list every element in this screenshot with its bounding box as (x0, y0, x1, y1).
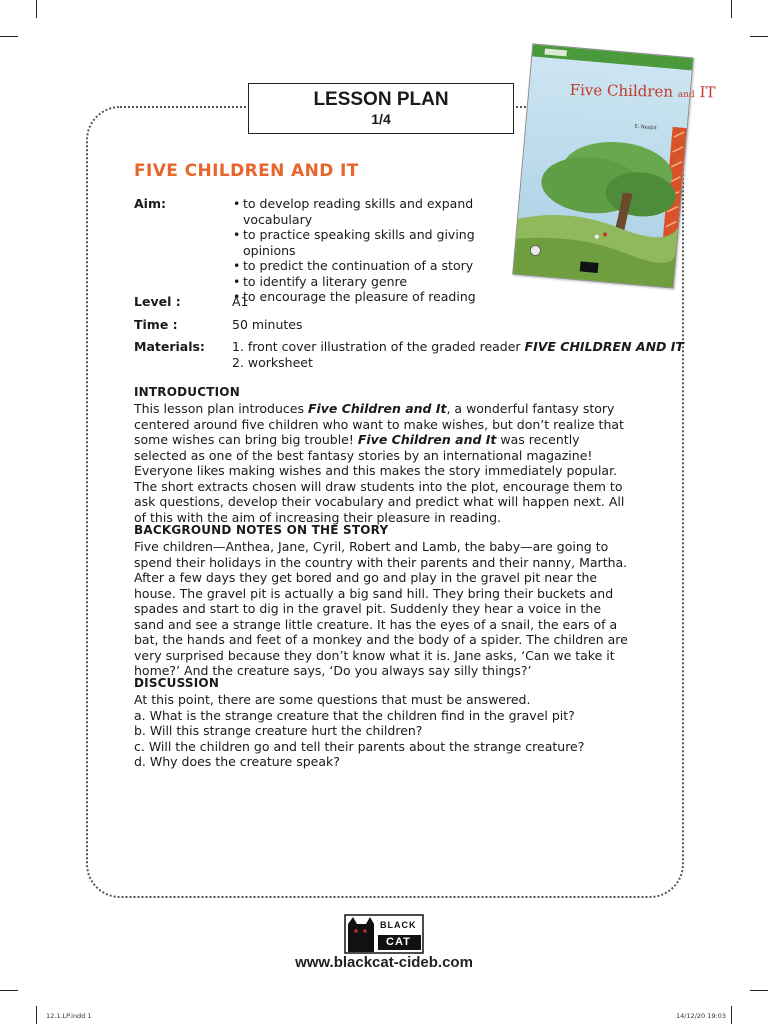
aim-item: • to predict the continuation of a story (232, 258, 522, 274)
book-title: FIVE CHILDREN AND IT (134, 161, 359, 181)
crop-mark (731, 0, 732, 18)
logo-text-cat: CAT (386, 936, 411, 948)
crop-mark (36, 0, 37, 18)
crop-mark (36, 1006, 37, 1024)
introduction-paragraph: This lesson plan introduces Five Children and It, a wonderful fantasy story centered around five children who want to make wishes, but don’t realize that some wishes can bring big trouble! Five Children and It was recently selected as one of the best fantasy stories by an international magazine! Everyone likes making wishes and this makes the story immediately popular. The short extracts chosen will draw students into the plot, encourage them to ask questions, develop their vocabulary and predict what will happen next. All of this with the aim of increasing their pleasure in reading. (134, 401, 625, 525)
lesson-plan-header (248, 83, 514, 134)
lesson-plan-title: LESSON PLAN (313, 89, 449, 110)
file-slug: 12.1.LP.indd 1 (46, 1012, 92, 1020)
discussion-content (134, 692, 628, 770)
discussion-question: d. Why does the creature speak? (134, 754, 340, 769)
aim-list (232, 196, 522, 305)
cover-author: E. Nesbit (634, 123, 658, 132)
materials-list (232, 339, 684, 370)
crop-mark (731, 1006, 732, 1024)
crop-mark (0, 990, 18, 991)
level-label: Level : (134, 294, 181, 309)
crop-mark (750, 36, 768, 37)
aim-item: • to develop reading skills and expand vocabulary (232, 196, 478, 227)
materials-label: Materials: (134, 339, 205, 354)
book-cover-image (512, 43, 716, 288)
discussion-question: b. Will this strange creature hurt the children? (134, 723, 423, 738)
time-label: Time : (134, 317, 178, 332)
introduction-heading: INTRODUCTION (134, 385, 240, 399)
page-indicator: 1/4 (371, 111, 391, 127)
black-cat-logo (344, 914, 424, 954)
aim-item: • to encourage the pleasure of reading (232, 289, 522, 305)
background-heading: BACKGROUND NOTES ON THE STORY (134, 523, 389, 537)
time-value: 50 minutes (232, 317, 303, 332)
level-value: A1 (232, 294, 249, 309)
aim-label: Aim: (134, 196, 166, 211)
cover-title: Five Children and IT (569, 80, 716, 102)
crop-mark (750, 990, 768, 991)
aim-list-container (232, 196, 522, 305)
logo-text-black: BLACK (380, 920, 417, 930)
discussion-question: a. What is the strange creature that the children find in the gravel pit? (134, 707, 575, 723)
timestamp-slug: 14/12/20 19:03 (676, 1012, 726, 1020)
aim-item: • to practice speaking skills and giving opinions (232, 227, 522, 258)
aim-item: • to identify a literary genre (232, 274, 522, 290)
materials-item: 1. front cover illustration of the graded reader FIVE CHILDREN AND IT (232, 339, 684, 354)
discussion-heading: DISCUSSION (134, 676, 220, 690)
website-url: www.blackcat-cideb.com (295, 954, 473, 971)
background-paragraph: Five children—Anthea, Jane, Cyril, Robert and Lamb, the baby—are going to spend their holidays in the country with their parents and their nanny, Martha. After a few days they get bored and go and play in the gravel pit near the house. The gravel pit is actually a big sand hill. They bring their buckets and spades and start to dig in the gravel pit. Suddenly they hear a voice in the sand and see a strange little creature. It has the eyes of a snail, the ears of a bat, the hands and feet of a monkey and the body of a spider. The children are very surprised because they don’t know what it is. Jane asks, ‘Can we take it home?’ And the creature says, ‘Do you always say silly things?’ (134, 539, 628, 678)
crop-mark (0, 36, 18, 37)
discussion-intro: At this point, there are some questions that must be answered. (134, 692, 531, 707)
materials-item: 2. worksheet (232, 354, 313, 370)
discussion-question: c. Will the children go and tell their parents about the strange creature? (134, 738, 585, 754)
